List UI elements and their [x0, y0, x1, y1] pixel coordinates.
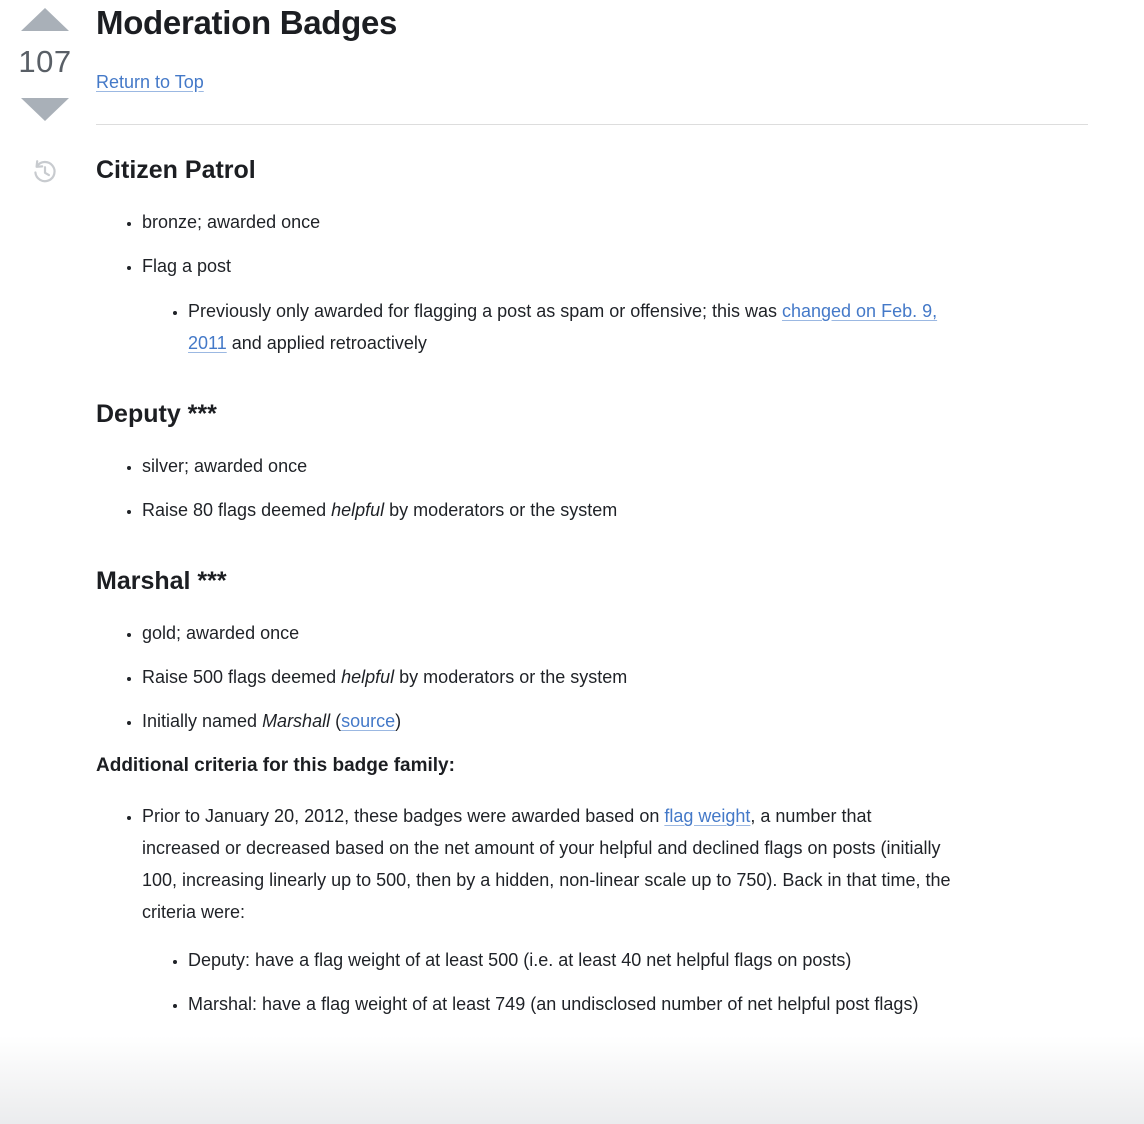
text-segment: Marshal: have a flag weight of at least 749 (an undisclosed number of net helpful post flags) — [188, 993, 919, 1014]
list-item — [188, 988, 948, 1020]
citizen-patrol-list — [96, 206, 1088, 359]
upvote-arrow-icon[interactable] — [21, 8, 69, 31]
emphasized-text: helpful — [331, 499, 385, 520]
return-to-top-link[interactable]: Return to Top — [96, 71, 204, 92]
inline-link[interactable]: flag weight — [664, 805, 751, 826]
history-icon[interactable] — [30, 157, 60, 187]
additional-criteria-heading: Additional criteria for this badge family: — [96, 754, 455, 776]
inline-link[interactable]: source — [341, 710, 396, 731]
inline-link[interactable]: changed on Feb. 9, 2011 — [188, 300, 938, 353]
list-item — [142, 617, 1088, 649]
list-item — [142, 800, 952, 1020]
section-heading-citizen-patrol: Citizen Patrol — [96, 155, 256, 184]
page-title: Moderation Badges — [96, 4, 398, 41]
additional-criteria-list — [96, 800, 1088, 1020]
text-segment: gold; awarded once — [142, 622, 300, 643]
text-segment: by moderators or the system — [394, 666, 628, 687]
list-item — [188, 295, 948, 359]
deputy-list — [96, 450, 1088, 526]
text-segment: Deputy: have a flag weight of at least 500 (i.e. at least 40 net helpful flags on posts) — [188, 949, 852, 970]
text-segment: , a number that increased or decreased based on the net amount of your helpful and declined flags on posts (initially 100, increasing linearly up to 500, then by a hidden, non-linear scale up to 750). Back in that time, the criteria were: — [142, 805, 951, 922]
text-segment: Flag a post — [142, 255, 232, 276]
divider — [96, 124, 1088, 125]
text-segment: Raise 80 flags deemed — [142, 499, 332, 520]
section-heading-marshal: Marshal *** — [96, 566, 227, 595]
nested-list — [142, 944, 952, 1020]
text-segment: Prior to January 20, 2012, these badges were awarded based on — [142, 805, 665, 826]
list-item — [142, 661, 1088, 693]
vote-count: 107 — [18, 44, 72, 79]
list-item — [142, 705, 1088, 737]
marshal-list — [96, 617, 1088, 737]
emphasized-text: Marshall — [262, 710, 331, 731]
list-item — [142, 250, 1088, 359]
section-heading-deputy: Deputy *** — [96, 399, 217, 428]
text-segment: Previously only awarded for flagging a post as spam or offensive; this was — [188, 300, 782, 321]
list-item — [142, 450, 1088, 482]
downvote-arrow-icon[interactable] — [21, 98, 69, 121]
list-item — [142, 206, 1088, 238]
text-segment: ( — [330, 710, 342, 731]
text-segment: ) — [395, 710, 402, 731]
emphasized-text: helpful — [341, 666, 395, 687]
vote-panel — [19, 8, 71, 187]
bottom-fade-band — [0, 1036, 1144, 1124]
post-content — [96, 0, 1088, 1032]
text-segment: silver; awarded once — [142, 455, 308, 476]
list-item — [188, 944, 948, 976]
text-segment: bronze; awarded once — [142, 211, 321, 232]
nested-list — [142, 295, 1088, 359]
text-segment: Raise 500 flags deemed — [142, 666, 342, 687]
text-segment: by moderators or the system — [384, 499, 618, 520]
text-segment: Initially named — [142, 710, 263, 731]
text-segment: and applied retroactively — [226, 332, 427, 353]
list-item — [142, 494, 1088, 526]
